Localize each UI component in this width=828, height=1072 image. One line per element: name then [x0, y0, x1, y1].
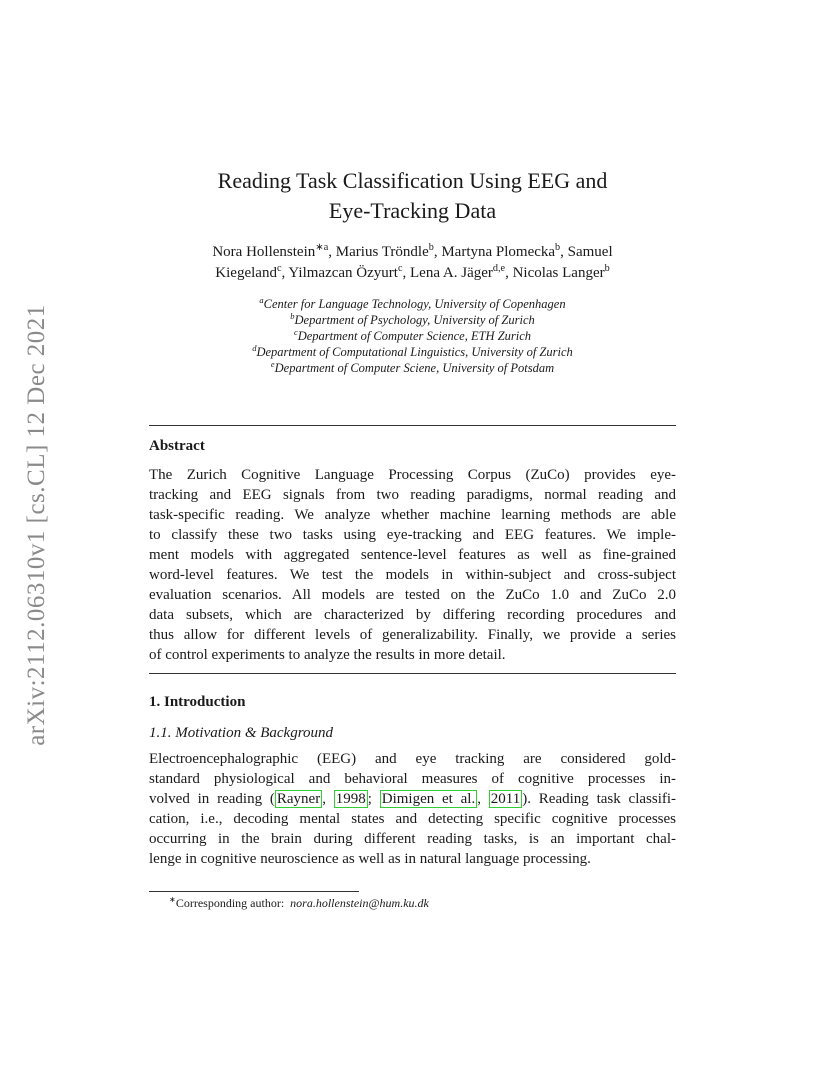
- author-affil-marker: b: [555, 242, 561, 253]
- abstract-line: of control experiments to analyze the results in more detail.: [149, 647, 506, 663]
- subsection-heading: 1.1. Motivation & Background: [149, 725, 333, 741]
- author-line-2: [149, 263, 676, 284]
- abstract-line: to classify these two tasks using eye-tracking and EEG features. We imple-: [149, 527, 676, 543]
- affiliation-text: Department of Computer Sciene, University of Potsdam: [274, 361, 555, 375]
- author-name: Marius Tröndle: [335, 244, 429, 260]
- intro-line: standard physiological and behavioral measures of cognitive processes in-: [149, 771, 676, 787]
- intro-text: volved in reading (: [149, 791, 275, 807]
- footnote-label: Corresponding author:: [175, 896, 285, 910]
- intro-line: occurring in the brain during different reading tasks, is an important chal-: [149, 831, 676, 847]
- intro-line: lenge in cognitive neuroscience as well as in natural language processing.: [149, 851, 591, 867]
- affiliation-item: [149, 360, 676, 376]
- author-line-1: [149, 242, 676, 263]
- abstract-line: data subsets, which are characterized by differing recording procedures and: [149, 607, 676, 623]
- author-affil-marker: d,e: [492, 263, 506, 274]
- affiliation-item: [149, 328, 676, 344]
- title-line-1: Reading Task Classification Using EEG and: [217, 168, 608, 193]
- affiliation-item: [149, 344, 676, 360]
- affiliation-marker: a: [259, 294, 264, 305]
- affiliation-list: [149, 296, 676, 376]
- intro-line: cation, i.e., decoding mental states and detecting specific cognitive processes: [149, 811, 676, 827]
- author-affil-marker: ∗a: [315, 242, 329, 253]
- abstract-line: task-specific reading. We analyze whether machine learning methods are able: [149, 507, 676, 523]
- abstract-line: ment models with aggregated sentence-level features as well as fine-grained: [149, 547, 676, 563]
- footnote-marker: ∗: [169, 895, 176, 904]
- affiliation-text: Department of Computer Science, ETH Zurich: [297, 329, 532, 343]
- footnote-rule: [149, 891, 359, 892]
- abstract-line: evaluation scenarios. All models are tested on the ZuCo 1.0 and ZuCo 2.0: [149, 587, 676, 603]
- author-name: Samuel: [567, 244, 613, 260]
- author-separator: ,: [328, 244, 336, 260]
- author-affil-marker: b: [604, 263, 610, 274]
- intro-text: ,: [477, 791, 489, 807]
- author-separator: ,: [281, 265, 289, 281]
- abstract-body: [149, 465, 676, 665]
- arxiv-stamp-text: arXiv:2112.06310v1 [cs.CL] 12 Dec 2021: [23, 304, 51, 746]
- affiliation-item: [149, 312, 676, 328]
- abstract-line: word-level features. We test the models in within-subject and cross-subject: [149, 567, 676, 583]
- intro-line-with-citations: [149, 789, 676, 809]
- citation-link[interactable]: 1998: [335, 791, 366, 807]
- citation-link[interactable]: Dimigen et al.: [381, 791, 476, 807]
- affiliation-marker: c: [293, 326, 298, 337]
- abstract-line: The Zurich Cognitive Language Processing Corpus (ZuCo) provides eye-: [149, 467, 676, 483]
- affiliation-text: Department of Psychology, University of Zurich: [294, 313, 535, 327]
- abstract-top-rule: [149, 425, 676, 426]
- author-name: Kiegeland: [215, 265, 277, 281]
- author-separator: ,: [402, 265, 410, 281]
- citation-link[interactable]: Rayner: [276, 791, 321, 807]
- arxiv-stamp: [18, 290, 56, 760]
- intro-text: ). Reading task classifi-: [522, 791, 677, 807]
- author-separator: ,: [505, 265, 513, 281]
- author-name: Martyna Plomecka: [441, 244, 556, 260]
- author-name: Yilmazcan Özyurt: [288, 265, 398, 281]
- affiliation-marker: b: [290, 310, 295, 321]
- author-name: Nora Hollenstein: [212, 244, 316, 260]
- section-heading: 1. Introduction: [149, 694, 246, 710]
- author-affil-marker: b: [428, 242, 434, 253]
- author-separator: ,: [560, 244, 568, 260]
- affiliation-marker: e: [270, 358, 275, 369]
- footnote: [169, 896, 429, 911]
- author-name: Lena A. Jäger: [410, 265, 493, 281]
- footnote-email[interactable]: nora.hollenstein@hum.ku.dk: [290, 896, 429, 910]
- intro-body: [149, 749, 676, 869]
- title-line-2: Eye-Tracking Data: [328, 198, 497, 223]
- author-name: Nicolas Langer: [512, 265, 605, 281]
- abstract-line: tracking and EEG signals from two reading paradigms, normal reading and: [149, 487, 676, 503]
- author-separator: ,: [433, 244, 442, 260]
- author-affil-marker: c: [397, 263, 403, 274]
- affiliation-text: Center for Language Technology, University of Copenhagen: [263, 297, 566, 311]
- author-affil-marker: c: [276, 263, 282, 274]
- affiliation-marker: d: [252, 342, 257, 353]
- intro-text: ;: [367, 791, 380, 807]
- abstract-heading: Abstract: [149, 438, 205, 454]
- intro-line: Electroencephalographic (EEG) and eye tracking are considered gold-: [149, 751, 676, 767]
- abstract-line: thus allow for different levels of generalizability. Finally, we provide a series: [149, 627, 676, 643]
- affiliation-text: Department of Computational Linguistics, University of Zurich: [256, 345, 573, 359]
- abstract-bottom-rule: [149, 673, 676, 674]
- author-list: [149, 242, 676, 284]
- intro-text: ,: [322, 791, 334, 807]
- citation-link[interactable]: 2011: [490, 791, 521, 807]
- affiliation-item: [149, 296, 676, 312]
- paper-title: [149, 166, 676, 226]
